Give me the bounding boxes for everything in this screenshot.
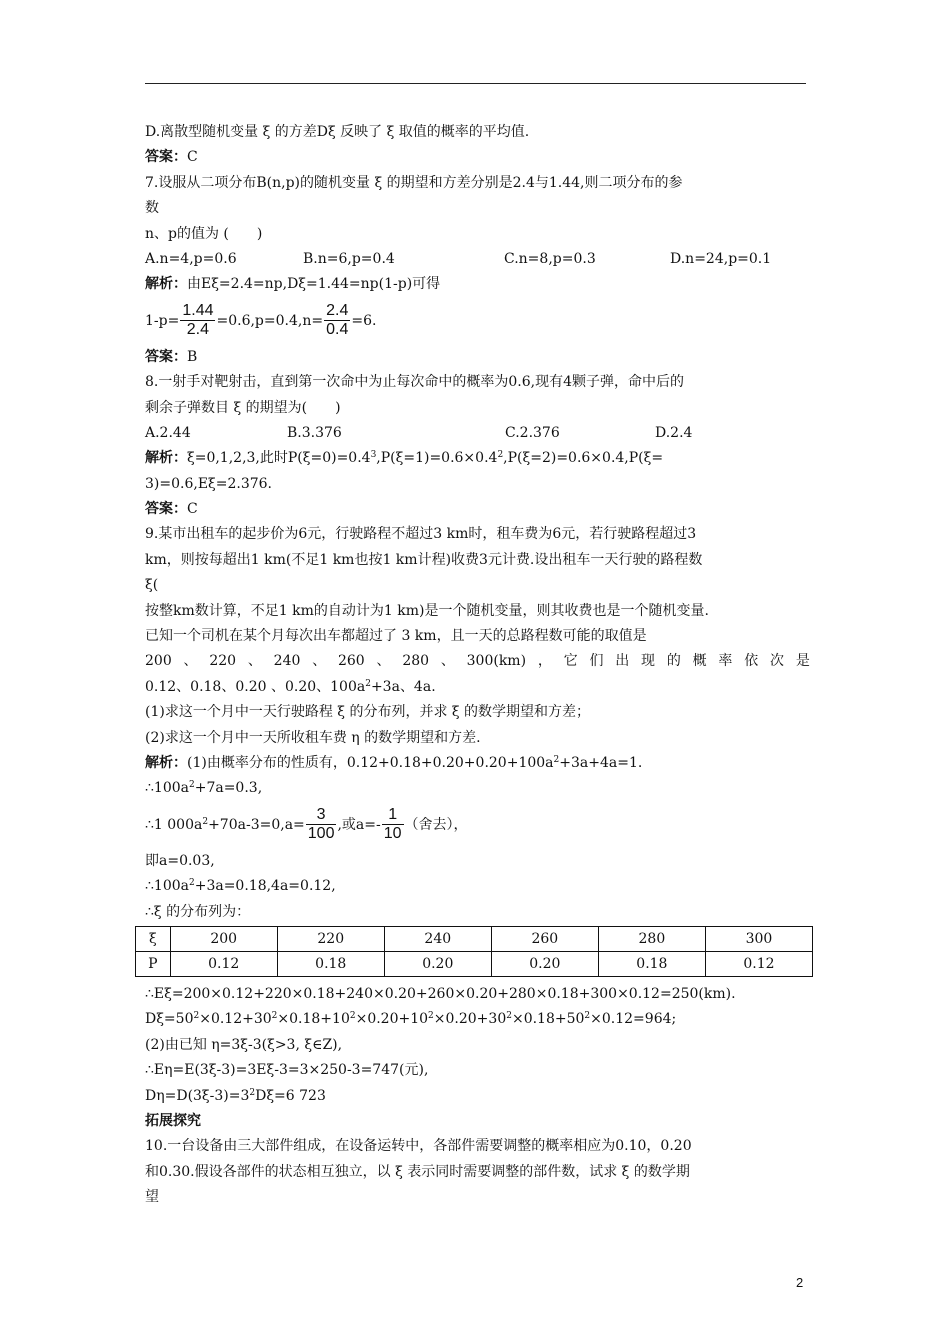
answer-line [145, 146, 810, 168]
table-cell: P [136, 951, 171, 976]
option-d: D.2.4 [655, 424, 693, 441]
header-rule [145, 83, 806, 84]
solution-text: +7a=0.3, [194, 780, 263, 797]
solution-text: 由Eξ=2.4=np,Dξ=1.44=np(1-p)可得 [187, 276, 441, 293]
solution-line [145, 777, 810, 799]
question-8-options [145, 422, 810, 444]
question-8-line: 剩余子弹数目 ξ 的期望为( ) [145, 399, 341, 416]
superscript: 2 [188, 780, 195, 791]
text-line: D.离散型随机变量 ξ 的方差Dξ 反映了 ξ 取值的概率的平均值. [145, 124, 530, 140]
question-7-line: 7.设服从二项分布B(n,p)的随机变量 ξ 的期望和方差分别是2.4与1.44,则二项分布的参 [145, 174, 683, 191]
word: 220 [209, 653, 237, 670]
solution-line: ∴Eη=E(3ξ-3)=3Eξ-3=3×250-3=747(元), [145, 1062, 429, 1079]
word: 率 [718, 653, 733, 670]
text: 0.12、0.18、0.20 、0.20、100a [145, 678, 366, 695]
question-10-line: 和0.30.假设各部件的状态相互独立，以 ξ 表示同时需要调整的部件数，试求 ξ 的数学期 [145, 1163, 690, 1180]
solution-text: Dξ=6 723 [255, 1087, 326, 1104]
superscript: 2 [553, 754, 560, 765]
denominator: 10 [383, 825, 402, 843]
word: 、 [312, 653, 327, 670]
text: +3a、4a. [370, 678, 436, 695]
table-cell: 0.20 [384, 951, 491, 976]
solution-label: 解析： [145, 276, 187, 293]
question-9-part: (2)求这一个月中一天所收租车费 η 的数学期望和方差. [145, 729, 481, 746]
table-cell: 0.12 [170, 951, 277, 976]
table-cell: 260 [491, 926, 598, 951]
table-cell: 0.18 [277, 951, 384, 976]
option-c: C.n=8,p=0.3 [504, 250, 596, 267]
table-cell: 240 [384, 926, 491, 951]
solution-label: 解析： [145, 754, 187, 771]
superscript: 2 [584, 1011, 591, 1022]
question-9-line: 已知一个司机在某个月每次出车都超过了 3 km，且一天的总路程数可能的取值是 [145, 628, 647, 645]
word: 、 [183, 653, 198, 670]
word: 、 [247, 653, 262, 670]
numerator: 3 [306, 806, 337, 825]
question-10-line: 望 [145, 1189, 159, 1206]
table-row [136, 926, 813, 951]
fraction [382, 806, 404, 843]
table-cell: 0.12 [705, 951, 812, 976]
superscript: 2 [249, 1087, 256, 1098]
word: 的 [666, 653, 681, 670]
solution-text: ,P(ξ=2)=0.6×0.4,P(ξ= [503, 450, 664, 467]
formula-text: ,或a=- [337, 816, 381, 833]
option-b: B.n=6,p=0.4 [303, 250, 395, 267]
answer-value: C [187, 501, 198, 518]
word: 280 [402, 653, 430, 670]
superscript: 2 [506, 1011, 512, 1022]
superscript: 2 [497, 450, 504, 461]
option-b: B.3.376 [287, 424, 342, 441]
word: 260 [337, 653, 365, 670]
option-d: D.n=24,p=0.1 [670, 250, 772, 267]
table-cell: 0.18 [598, 951, 705, 976]
question-9-part: (1)求这一个月中一天行驶路程 ξ 的分布列，并求 ξ 的数学期望和方差； [145, 704, 591, 721]
option-a: A.2.44 [145, 424, 191, 441]
option-c: C.2.376 [505, 424, 560, 441]
solution-line: (2)由已知 η=3ξ-3(ξ>3, ξ∈Z), [145, 1036, 343, 1053]
word: 、 [376, 653, 391, 670]
solution-text: ξ=0,1,2,3,此时P(ξ=0)=0.4 [187, 450, 371, 467]
fraction [180, 302, 215, 339]
option-a: A.n=4,p=0.6 [145, 250, 237, 267]
solution-text: Dξ=50 [145, 1011, 194, 1028]
solution-label: 解析： [145, 450, 187, 467]
solution-line [145, 447, 810, 469]
answer-value: C [187, 149, 198, 166]
table-cell: ξ [136, 926, 171, 951]
solution-text: ,P(ξ=1)=0.6×0.4 [376, 450, 498, 467]
table-cell: 200 [170, 926, 277, 951]
distribution-table [135, 926, 813, 977]
denominator: 0.4 [326, 321, 349, 339]
question-9-line [145, 676, 810, 698]
word: 出 [615, 653, 630, 670]
question-10-line: 10.一台设备由三大部件组成，在设备运转中，各部件需要调整的概率相应为0.10，0.20 [145, 1138, 692, 1155]
solution-line [145, 875, 810, 897]
superscript: 2 [365, 678, 371, 689]
numerator: 1.44 [182, 302, 214, 320]
fraction-line [145, 803, 810, 847]
superscript: 2 [188, 878, 195, 889]
question-9-line: 按整km数计算，不足1 km的自动计为1 km)是一个随机变量，则其收费也是一个随机变量. [145, 602, 709, 619]
section-title: 拓展探究 [145, 1112, 201, 1129]
word: 、 [440, 653, 455, 670]
solution-text: ×0.20+30 [433, 1011, 507, 1028]
solution-line: ∴Eξ=200×0.12+220×0.18+240×0.20+260×0.20+280×0.18+300×0.12=250(km). [145, 985, 736, 1002]
solution-text: ×0.20+10 [355, 1011, 429, 1028]
solution-text: ×0.12=964; [590, 1011, 677, 1028]
superscript: 2 [202, 816, 209, 827]
word: 现 [641, 653, 656, 670]
table-cell: 220 [277, 926, 384, 951]
word: 240 [273, 653, 301, 670]
solution-line: ∴ξ 的分布列为： [145, 903, 251, 920]
page-content [145, 121, 810, 1211]
numerator: 2.4 [326, 302, 349, 320]
word: 依 [744, 653, 759, 670]
solution-line: 即a=0.03, [145, 852, 215, 869]
question-9-justified-line [145, 650, 810, 672]
word: 概 [692, 653, 707, 670]
solution-text: (1)由概率分布的性质有，0.12+0.18+0.20+0.20+100a [187, 754, 554, 771]
question-8-line: 8.一射手对靶射击，直到第一次命中为止每次命中的概率为0.6,现有4颗子弹，命中后的 [145, 374, 684, 391]
answer-line [145, 346, 810, 368]
answer-line [145, 498, 810, 520]
word: ， [537, 653, 552, 670]
solution-line [145, 1008, 810, 1030]
table-cell: 300 [705, 926, 812, 951]
solution-text: +3a+4a=1. [559, 754, 643, 771]
answer-value: B [187, 348, 198, 365]
solution-line [145, 1085, 810, 1107]
solution-text: +3a=0.18,4a=0.12, [194, 878, 336, 895]
superscript: 2 [428, 1011, 434, 1022]
word: 200 [145, 653, 172, 670]
formula-text: （舍去）， [404, 816, 468, 833]
answer-label: 答案： [145, 348, 187, 365]
denominator: 100 [307, 825, 335, 843]
word: 次 [770, 653, 785, 670]
fraction-line [145, 299, 810, 343]
question-9-line: km，则按每超出1 km(不足1 km也按1 km计程)收费3元计费.设出租车一天行驶的路程数 [145, 551, 703, 568]
superscript: 2 [271, 1011, 278, 1022]
solution-line: 3)=0.6,Eξ=2.376. [145, 475, 273, 492]
word: 是 [795, 653, 810, 670]
formula-text: =0.6,p=0.4,n= [216, 312, 324, 329]
question-9-line: ξ( [145, 577, 159, 594]
superscript: 3 [370, 450, 377, 461]
table-cell: 0.20 [491, 951, 598, 976]
solution-line [145, 752, 810, 774]
question-7-line: n、p的值为 ( ) [145, 225, 263, 242]
word: 300(km) [466, 653, 527, 670]
superscript: 2 [193, 1011, 200, 1022]
formula-text: ∴1 000a [145, 816, 203, 833]
question-9-line: 9.某市出租车的起步价为6元，行驶路程不超过3 km时，租车费为6元，若行驶路程超过3 [145, 526, 697, 543]
solution-text: ×0.18+50 [511, 1011, 585, 1028]
formula-text: 1-p= [145, 312, 180, 329]
word: 们 [589, 653, 604, 670]
answer-label: 答案： [145, 501, 187, 518]
formula-text: =6. [351, 312, 377, 329]
fraction [324, 302, 350, 339]
solution-text: ×0.12+30 [199, 1011, 272, 1028]
solution-text: ×0.18+10 [277, 1011, 350, 1028]
table-cell: 280 [598, 926, 705, 951]
numerator: 1 [382, 806, 404, 825]
solution-text: Dη=D(3ξ-3)=3 [145, 1087, 250, 1104]
superscript: 2 [349, 1011, 356, 1022]
question-7-line: 数 [145, 200, 159, 217]
denominator: 2.4 [186, 321, 210, 339]
question-7-options [145, 248, 810, 270]
fraction [306, 806, 337, 843]
solution-text: ∴100a [145, 878, 189, 895]
table-row [136, 951, 813, 976]
solution-text: ∴100a [145, 780, 189, 797]
page-number: 2 [796, 1275, 804, 1290]
solution-line [145, 273, 810, 295]
word: 它 [563, 653, 578, 670]
formula-text: +70a-3=0,a= [208, 816, 305, 833]
answer-label: 答案： [145, 149, 187, 166]
